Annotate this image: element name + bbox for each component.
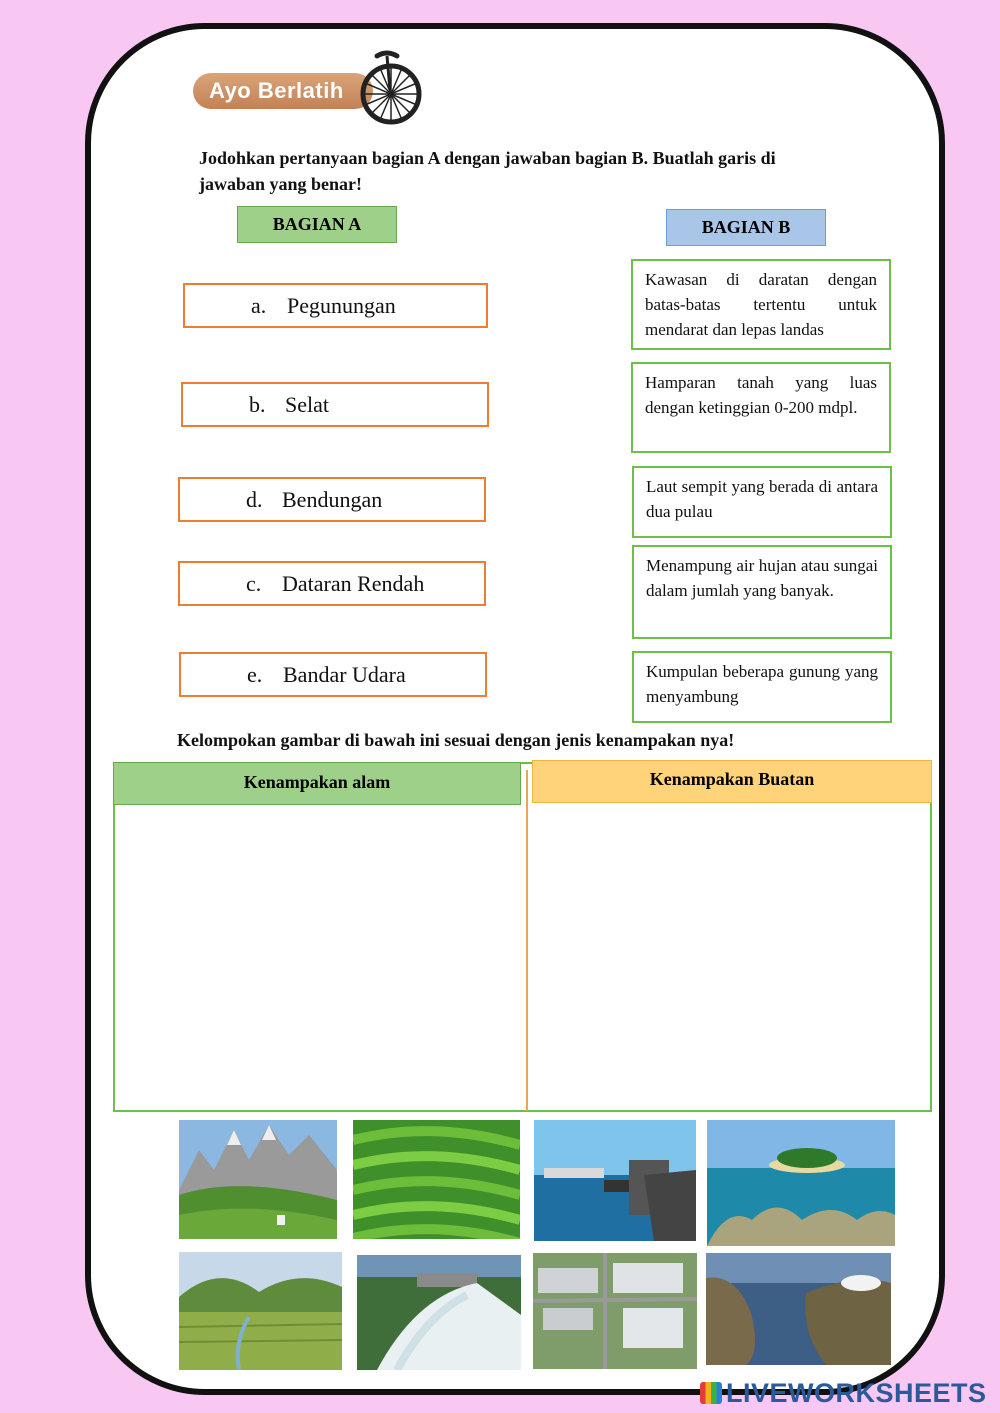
- answer-box-dataran-rendah[interactable]: [178, 561, 486, 606]
- definition-box-5[interactable]: Kumpulan beberapa gunung yang menyambung: [632, 651, 892, 723]
- image-mountains[interactable]: [179, 1120, 337, 1239]
- drop-zone-artificial-header: Kenampakan Buatan: [532, 760, 932, 803]
- footer-brand: LIVEWORKSHEETS: [726, 1378, 987, 1408]
- section-b-header: BAGIAN B: [666, 209, 826, 246]
- image-tea-plantation[interactable]: [353, 1120, 520, 1239]
- matching-instruction: Jodohkan pertanyaan bagian A dengan jawaban bagian B. Buatlah garis di jawaban yang benar!: [199, 148, 776, 194]
- liveworksheets-logo: [700, 1378, 987, 1409]
- answer-box-selat[interactable]: [181, 382, 489, 427]
- image-harbor[interactable]: [534, 1120, 696, 1241]
- item-label: Bendungan: [282, 487, 383, 512]
- liveworksheets-mark-icon: [700, 1382, 722, 1404]
- image-industrial-area[interactable]: [533, 1253, 697, 1369]
- image-strait[interactable]: [706, 1253, 891, 1365]
- answer-box-pegunungan[interactable]: [183, 283, 488, 328]
- grouping-instruction: Kelompokan gambar di bawah ini sesuai dengan jenis kenampakan nya!: [177, 730, 735, 750]
- definition-box-2[interactable]: Hamparan tanah yang luas dengan ketinggian 0-200 mdpl.: [631, 362, 891, 453]
- item-label: Pegunungan: [287, 293, 396, 318]
- item-label: Bandar Udara: [283, 662, 406, 687]
- image-dam[interactable]: [357, 1255, 521, 1370]
- image-valley-fields[interactable]: [179, 1252, 342, 1370]
- item-label: Selat: [285, 392, 329, 417]
- item-letter: c.: [246, 571, 262, 596]
- answer-box-bendungan[interactable]: [178, 477, 486, 522]
- drop-zone-natural-header: Kenampakan alam: [113, 762, 521, 805]
- item-letter: a.: [251, 293, 267, 318]
- image-island-reef[interactable]: [707, 1120, 895, 1246]
- item-letter: d.: [246, 487, 263, 512]
- unicycle-icon: [355, 50, 425, 126]
- item-letter: b.: [249, 392, 266, 417]
- drop-zone-artificial[interactable]: [529, 806, 930, 1110]
- item-letter: e.: [247, 662, 263, 687]
- definition-box-1[interactable]: Kawasan di daratan dengan batas-batas tertentu untuk mendarat dan lepas landas: [631, 259, 891, 350]
- answer-box-bandar-udara[interactable]: [179, 652, 487, 697]
- section-a-header: BAGIAN A: [237, 206, 397, 243]
- drop-zone-natural[interactable]: [115, 806, 525, 1110]
- definition-box-4[interactable]: Menampung air hujan atau sungai dalam jumlah yang banyak.: [632, 545, 892, 639]
- definition-box-3[interactable]: Laut sempit yang berada di antara dua pulau: [632, 466, 892, 538]
- table-divider: [526, 770, 528, 1111]
- ayo-berlatih-logo: Ayo Berlatih: [193, 73, 373, 109]
- item-label: Dataran Rendah: [282, 571, 425, 596]
